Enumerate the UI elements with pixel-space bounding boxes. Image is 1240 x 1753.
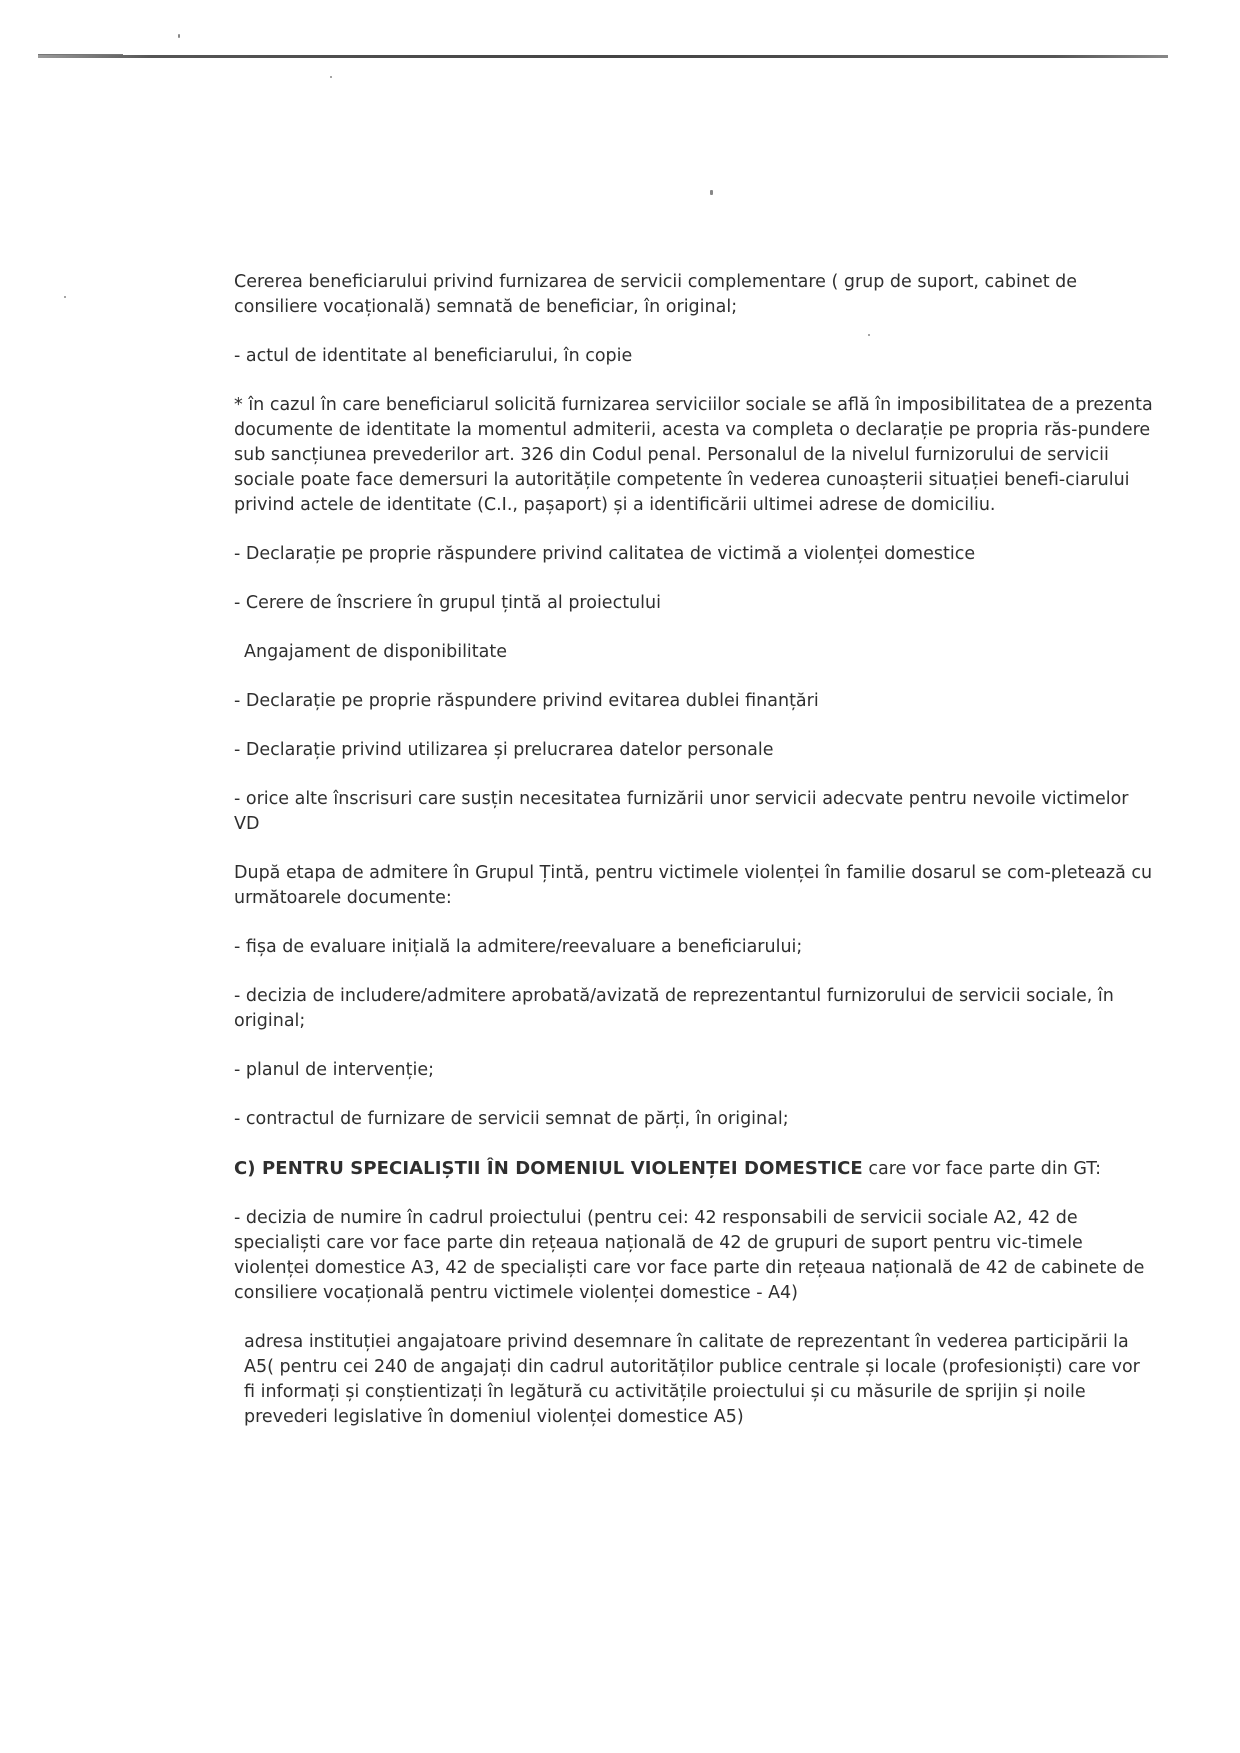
section-heading [234,1156,1154,1182]
paragraph-after-admission: După etapa de admitere în Grupul Țintă, pentru victimele violenței în familie dosarul se com-pletează cu următoarele documente: [234,863,1153,908]
scan-artifact-line [38,55,1168,58]
paragraph-appointment-decision: - decizia de numire în cadrul proiectului (pentru cei: 42 responsabili de servicii sociale A2, 42 de specialiști care vor face parte din rețeaua națională de 42 de grupuri de suport pentru vic-timele violenței domestice A3, 42 de specialiști care vor face parte din rețeaua națională de 42 de cabinete de consiliere vocațională pentru victimele violenței domestice - A4) [234,1208,1145,1303]
paragraph-identity-note: * în cazul în care beneficiarul solicită furnizarea serviciilor sociale se află în imposibilitatea de a prezenta documente de identitate la momentul admiterii, acesta va completa o declarație pe propria răs-pundere sub sancțiunea prevederilor art. 326 din Codul penal. Personalul de la nivelul furnizorului de servicii sociale poate face demersuri la autoritățile competente în vederea cunoașterii situației benefi-ciarului privind actele de identitate (C.I., pașaport) și a identificării ultimei adrese de domiciliu. [234,395,1153,515]
paragraph-availability: Angajament de disponibilitate [244,642,508,662]
document-body [234,270,1154,1430]
section-heading-title: C) PENTRU SPECIALIȘTII ÎN DOMENIUL VIOLENȚEI DOMESTICE [234,1158,863,1179]
scan-speck [710,190,713,195]
scan-speck [64,296,66,298]
paragraph-identity-copy: - actul de identitate al beneficiarului, în copie [234,346,633,366]
section-heading-suffix: care vor face parte din GT: [862,1159,1101,1179]
paragraph-target-group-request: - Cerere de înscriere în grupul țintă al proiectului [234,593,661,613]
scan-speck [178,34,180,38]
paragraph-request: Cererea beneficiarului privind furnizarea de servicii complementare ( grup de suport, cabinet de consiliere vocațională) semnată de beneficiar, în original; [234,272,1078,317]
paragraph-employer-address: adresa instituției angajatoare privind desemnare în calitate de reprezentant în vederea participării la A5( pentru cei 240 de angajați din cadrul autorităților publice centrale și locale (profesioniști) care vor fi informați și conștientizați în legătură cu activitățile proiectului și cu măsurile de sprijin și noile prevederi legislative în domeniul violenței domestice A5) [244,1332,1140,1427]
scan-speck [330,76,332,78]
paragraph-intervention-plan: - planul de intervenție; [234,1060,434,1080]
paragraph-evaluation-sheet: - fișa de evaluare inițială la admitere/reevaluare a beneficiarului; [234,937,803,957]
paragraph-admission-decision: - decizia de includere/admitere aprobată/avizată de reprezentantul furnizorului de servicii sociale, în original; [234,986,1114,1031]
paragraph-victim-declaration: - Declarație pe proprie răspundere privind calitatea de victimă a violenței domestice [234,544,976,564]
paragraph-personal-data: - Declarație privind utilizarea și prelucrarea datelor personale [234,740,774,760]
paragraph-service-contract: - contractul de furnizare de servicii semnat de părți, în original; [234,1109,789,1129]
paragraph-other-documents: - orice alte înscrisuri care susțin necesitatea furnizării unor servicii adecvate pentru nevoile victimelor VD [234,789,1129,834]
paragraph-double-funding: - Declarație pe proprie răspundere privind evitarea dublei finanțări [234,691,819,711]
